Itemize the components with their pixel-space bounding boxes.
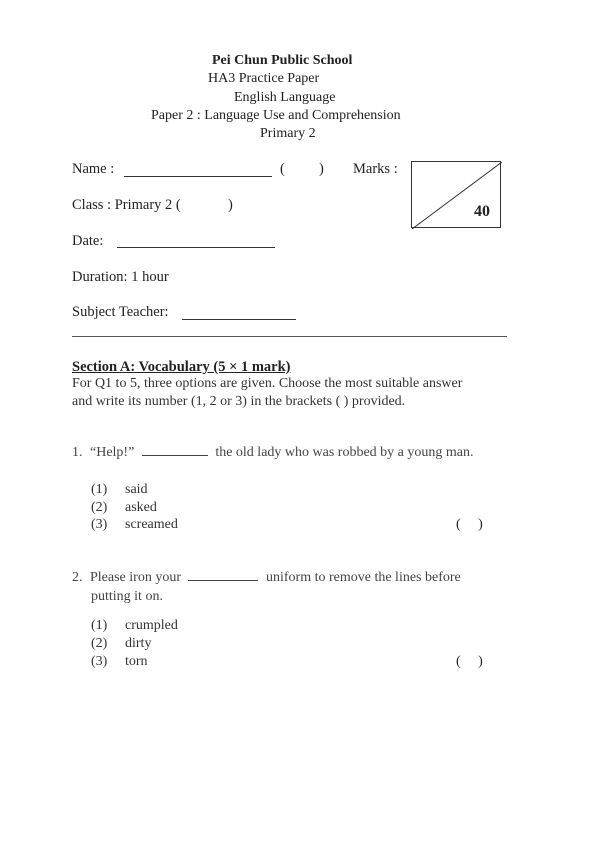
marks-total: 40: [474, 203, 490, 220]
option-number: (3): [91, 654, 108, 669]
answer-blank[interactable]: [142, 455, 208, 456]
teacher-label: Subject Teacher:: [72, 304, 169, 320]
option-number: (2): [91, 636, 108, 651]
school-name: Pei Chun Public School: [212, 53, 353, 68]
question-1: [72, 445, 474, 461]
section-a-instruction-2: and write its number (1, 2 or 3) in the brackets ( ) provided.: [72, 394, 406, 409]
option-number: (2): [91, 500, 108, 515]
option-number: (1): [91, 482, 108, 497]
option-number: (3): [91, 517, 108, 532]
q2-option-2: [91, 636, 151, 652]
question-number: 1.: [72, 445, 83, 460]
option-text: crumpled: [125, 618, 178, 633]
option-text: said: [125, 482, 148, 497]
q2-option-1: [91, 618, 178, 634]
q1-answer-bracket[interactable]: ( ): [456, 517, 483, 532]
q1-option-1: [91, 482, 148, 498]
name-paren-open: (: [280, 161, 285, 177]
teacher-field[interactable]: [182, 319, 296, 320]
option-text: torn: [125, 654, 148, 669]
question-2: [72, 570, 461, 586]
level-title: Primary 2: [260, 126, 316, 141]
marks-label: Marks :: [353, 161, 398, 177]
class-paren-close: ): [228, 197, 233, 213]
option-text: asked: [125, 500, 157, 515]
subject-title: English Language: [234, 90, 336, 105]
answer-blank[interactable]: [188, 580, 258, 581]
date-field[interactable]: [117, 247, 275, 248]
question-number: 2.: [72, 570, 83, 585]
q2-answer-bracket[interactable]: ( ): [456, 654, 483, 669]
option-number: (1): [91, 618, 108, 633]
header-divider: [72, 336, 507, 337]
question-text-before: Please iron your: [90, 570, 181, 585]
name-paren-close: ): [319, 161, 324, 177]
q1-option-3: [91, 517, 178, 533]
section-a-heading: Section A: Vocabulary (5 × 1 mark): [72, 359, 291, 375]
question-text-after: the old lady who was robbed by a young man.: [215, 445, 474, 460]
paper-code: HA3 Practice Paper: [208, 71, 320, 86]
q1-option-2: [91, 500, 157, 516]
question-text-before: “Help!”: [90, 445, 135, 460]
class-label: Class : Primary 2 (: [72, 197, 181, 213]
question-text-after: uniform to remove the lines before: [265, 570, 461, 585]
duration-text: Duration: 1 hour: [72, 269, 169, 285]
name-field[interactable]: [124, 176, 272, 177]
name-label: Name :: [72, 161, 115, 177]
question-2-line-2: putting it on.: [91, 589, 163, 604]
marks-box: [411, 161, 501, 228]
section-a-instruction-1: For Q1 to 5, three options are given. Choose the most suitable answer: [72, 376, 463, 391]
paper-title: Paper 2 : Language Use and Comprehension: [151, 108, 401, 123]
option-text: screamed: [125, 517, 178, 532]
option-text: dirty: [125, 636, 152, 651]
q2-option-3: [91, 654, 148, 670]
date-label: Date:: [72, 233, 104, 249]
